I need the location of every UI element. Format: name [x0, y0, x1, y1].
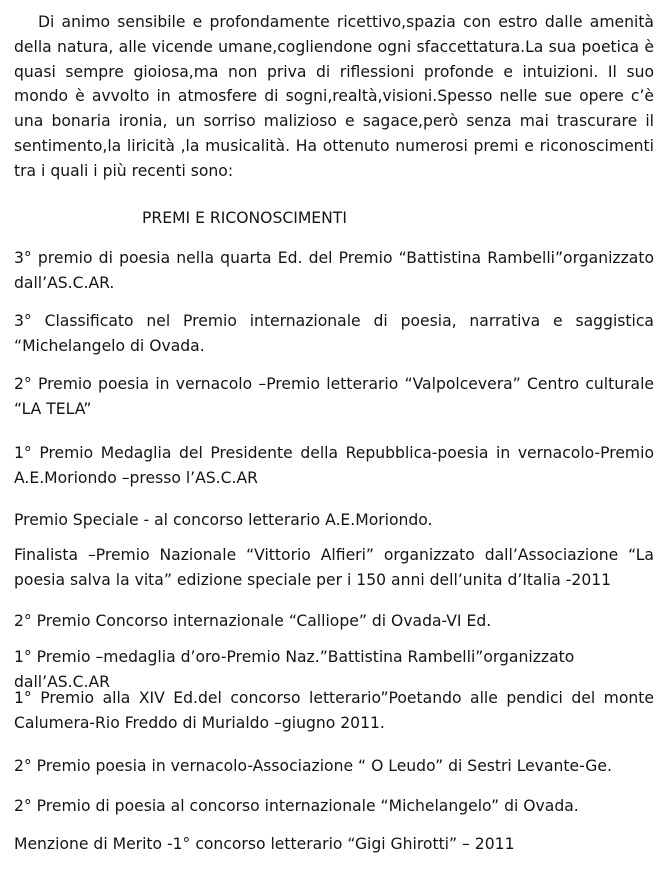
award-entry: 3° Classificato nel Premio internazionale di poesia, narrativa e saggistica “Michelangelo di Ovada.	[14, 312, 654, 355]
awards-heading: PREMI E RICONOSCIMENTI	[142, 209, 347, 227]
award-entry: 1° Premio Medaglia del Presidente della Repubblica-poesia in vernacolo-Premio A.E.Moriondo –presso l’AS.C.AR	[14, 444, 654, 487]
award-entry: 2° Premio poesia in vernacolo-Associazione “ O Leudo” di Sestri Levante-Ge.	[14, 757, 612, 775]
intro-paragraph: Di animo sensibile e profondamente ricettivo,spazia con estro dalle amenità della natura, alle vicende umane,cogliendone ogni sfaccettatura.La sua poetica è quasi sempre gioiosa,ma non priva di riflessioni profonde e intuizioni. Il suo mondo è avvolto in atmosfere di sogni,realtà,visioni.Spesso nelle sue opere c’è una bonaria ironia, un sorriso malizioso e sagace,però senza mai trascurare il sentimento,la liricità ,la musicalità. Ha ottenuto numerosi premi e riconoscimenti tra i quali i più recenti sono:	[14, 13, 654, 180]
award-entry: 3° premio di poesia nella quarta Ed. del Premio “Battistina Rambelli”organizzato dall’AS.C.AR.	[14, 249, 654, 292]
award-entry: Premio Speciale - al concorso letterario A.E.Moriondo.	[14, 511, 433, 529]
award-entry: 1° Premio –medaglia d’oro-Premio Naz.”Battistina Rambelli”organizzato dall’AS.C.AR	[14, 648, 575, 691]
award-entry: 2° Premio Concorso internazionale “Calliope” di Ovada-VI Ed.	[14, 612, 492, 630]
award-entry: Menzione di Merito -1° concorso letterario “Gigi Ghirotti” – 2011	[14, 835, 515, 853]
award-entry: 1° Premio alla XIV Ed.del concorso letterario”Poetando alle pendici del monte Calumera-Rio Freddo di Murialdo –giugno 2011.	[14, 689, 654, 732]
award-entry: 2° Premio di poesia al concorso internazionale “Michelangelo” di Ovada.	[14, 797, 579, 815]
award-entry: Finalista –Premio Nazionale “Vittorio Alfieri” organizzato dall’Associazione “La poesia salva la vita” edizione speciale per i 150 anni dell’unita d’Italia -2011	[14, 546, 654, 589]
award-entry: 2° Premio poesia in vernacolo –Premio letterario “Valpolcevera” Centro culturale “LA TELA”	[14, 375, 654, 418]
